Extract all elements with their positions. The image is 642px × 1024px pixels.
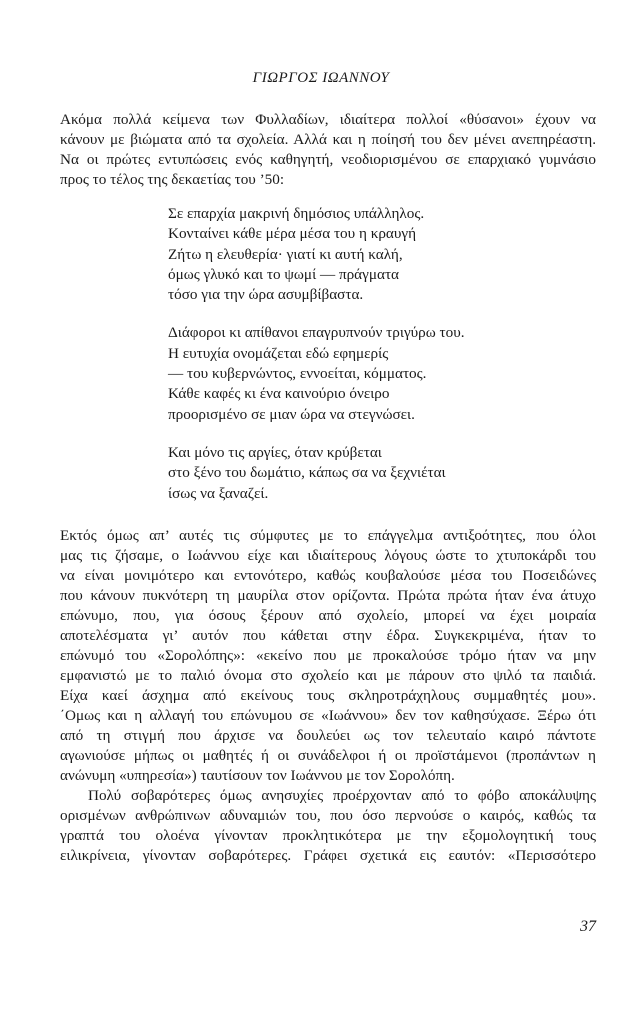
- text-line: Πολύ σοβαρότερες όμως ανησυχίες προέρχονταν από το φόβο αποκάλυψης: [88, 786, 596, 804]
- poem-line: Και μόνο τις αργίες, όταν κρύβεται: [168, 443, 382, 461]
- paragraph-1: [60, 110, 596, 190]
- poem-line: Κονταίνει κάθε μέρα μέσα του η κραυγή: [168, 225, 417, 243]
- paragraph-2: [60, 526, 596, 786]
- poem: [168, 204, 596, 504]
- poem-line: στο ξένο του δωμάτιο, κάπως σα να ξεχνιέται: [168, 464, 446, 482]
- poem-line: — του κυβερνώντος, εννοείται, κόμματος.: [168, 365, 427, 383]
- poem-line: τόσο για την ώρα ασυμβίβαστα.: [168, 286, 364, 304]
- text-line: Να οι πρώτες εντυπώσεις ενός καθηγητή, νεοδιορισμένου σε επαρχιακό γυμνάσιο: [60, 151, 596, 168]
- running-header: ΓΙΩΡΓΟΣ ΙΩΑΝΝΟΥ: [252, 70, 390, 86]
- text-line: επώνυμό του «Σορολόπης»: «εκείνο που με προκαλούσε τρόμο ήταν να μην: [60, 646, 596, 664]
- text-line: Ακόμα πολλά κείμενα των Φυλλαδίων, ιδιαίτερα πολλοί «θύσανοι» έχουν να: [60, 111, 596, 128]
- poem-line: Η ευτυχία ονομάζεται εδώ εφημερίς: [168, 344, 389, 362]
- paragraph-3: [60, 786, 596, 866]
- poem-line: Ζήτω η ελευθερία· γιατί κι αυτή καλή,: [168, 245, 403, 263]
- text-line: κάνουν με βιώματα από τα σχολεία. Αλλά και η ποίησή του δεν μένει ανεπηρέαστη.: [60, 131, 596, 148]
- text-line: ΄Ομως και η αλλαγή του επώνυμου σε «Ιωάννου» δεν τον καθησύχασε. Ξέρω ότι: [60, 706, 596, 724]
- body-text: [60, 110, 596, 866]
- text-line: από τη στιγμή που άρχισε να δουλεύει ως τον τελευταίο καιρό πάντοτε: [60, 726, 596, 744]
- text-line: ανώνυμη «υπηρεσία») ταυτίσουν τον Ιωάννου με τον Σορολόπη.: [60, 766, 455, 784]
- text-line: εμφανιστώ με το παλιό όνομα στο σχολείο και με πάρουν στο ψιλό τα παιδιά.: [60, 666, 596, 684]
- text-line: Είχα καεί άσχημα από εκείνους τους σκληροτράχηλους συμμαθητές μου».: [60, 686, 596, 704]
- poem-stanza-3: [168, 443, 596, 504]
- poem-stanza-1: [168, 204, 596, 305]
- text-line: ορισμένων ανθρώπινων αδυναμιών του, που όσο περνούσε ο καιρός, καθώς τα: [60, 806, 596, 824]
- poem-line: όμως γλυκό και το ψωμί — πράγματα: [168, 265, 400, 283]
- text-line: ειλικρίνεια, γίνονταν σοβαρότερες. Γράφει σχετικά εις εαυτόν: «Περισσότερο: [60, 846, 596, 864]
- page-number: 37: [580, 918, 596, 935]
- text-line: να είναι μονιμότερο και εντονότερο, καθώς κουβαλούσε μέσα του Ποσειδώνες: [60, 566, 596, 584]
- poem-stanza-2: [168, 323, 596, 424]
- text-line: επώνυμο, που, για όσους ξέρουν από σχολείο, μπορεί να έχει μοιραία: [60, 606, 596, 624]
- poem-line: προορισμένο σε μιαν ώρα να στεγνώσει.: [168, 405, 415, 423]
- text-line: μας τις ζήσαμε, ο Ιωάννου είχε και ιδιαίτερους λόγους ώστε το χτυποκάρδι του: [60, 546, 596, 564]
- poem-line: Κάθε καφές κι ένα καινούριο όνειρο: [168, 385, 390, 403]
- text-line: γραπτά του ολοένα γίνονταν προκλητικότερα με την εξομολογητική τους: [60, 826, 596, 844]
- poem-line: ίσως να ξαναζεί.: [168, 484, 269, 502]
- poem-line: Διάφοροι κι απίθανοι επαγρυπνούν τριγύρω του.: [168, 324, 465, 342]
- text-line: αποτελέσματα γι’ αυτόν που κάθεται στην έδρα. Συγκεκριμένα, ήταν το: [60, 626, 596, 644]
- text-line: αγωνιούσε μήπως οι μαθητές ή οι συνάδελφοι ή οι προϊστάμενοι (προπάντων η: [60, 746, 596, 764]
- text-line: Εκτός όμως απ’ αυτές τις σύμφυτες με το επάγγελμα αντιξοότητες, που όλοι: [60, 526, 596, 544]
- text-line: προς το τέλος της δεκαετίας του ’50:: [60, 171, 285, 188]
- text-line: που κάνουν πυκνότερη τη μαυρίλα στον ορίζοντα. Πρώτα πρώτα ήταν ένα άτυχο: [60, 586, 596, 604]
- poem-line: Σε επαρχία μακρινή δημόσιος υπάλληλος.: [168, 205, 425, 222]
